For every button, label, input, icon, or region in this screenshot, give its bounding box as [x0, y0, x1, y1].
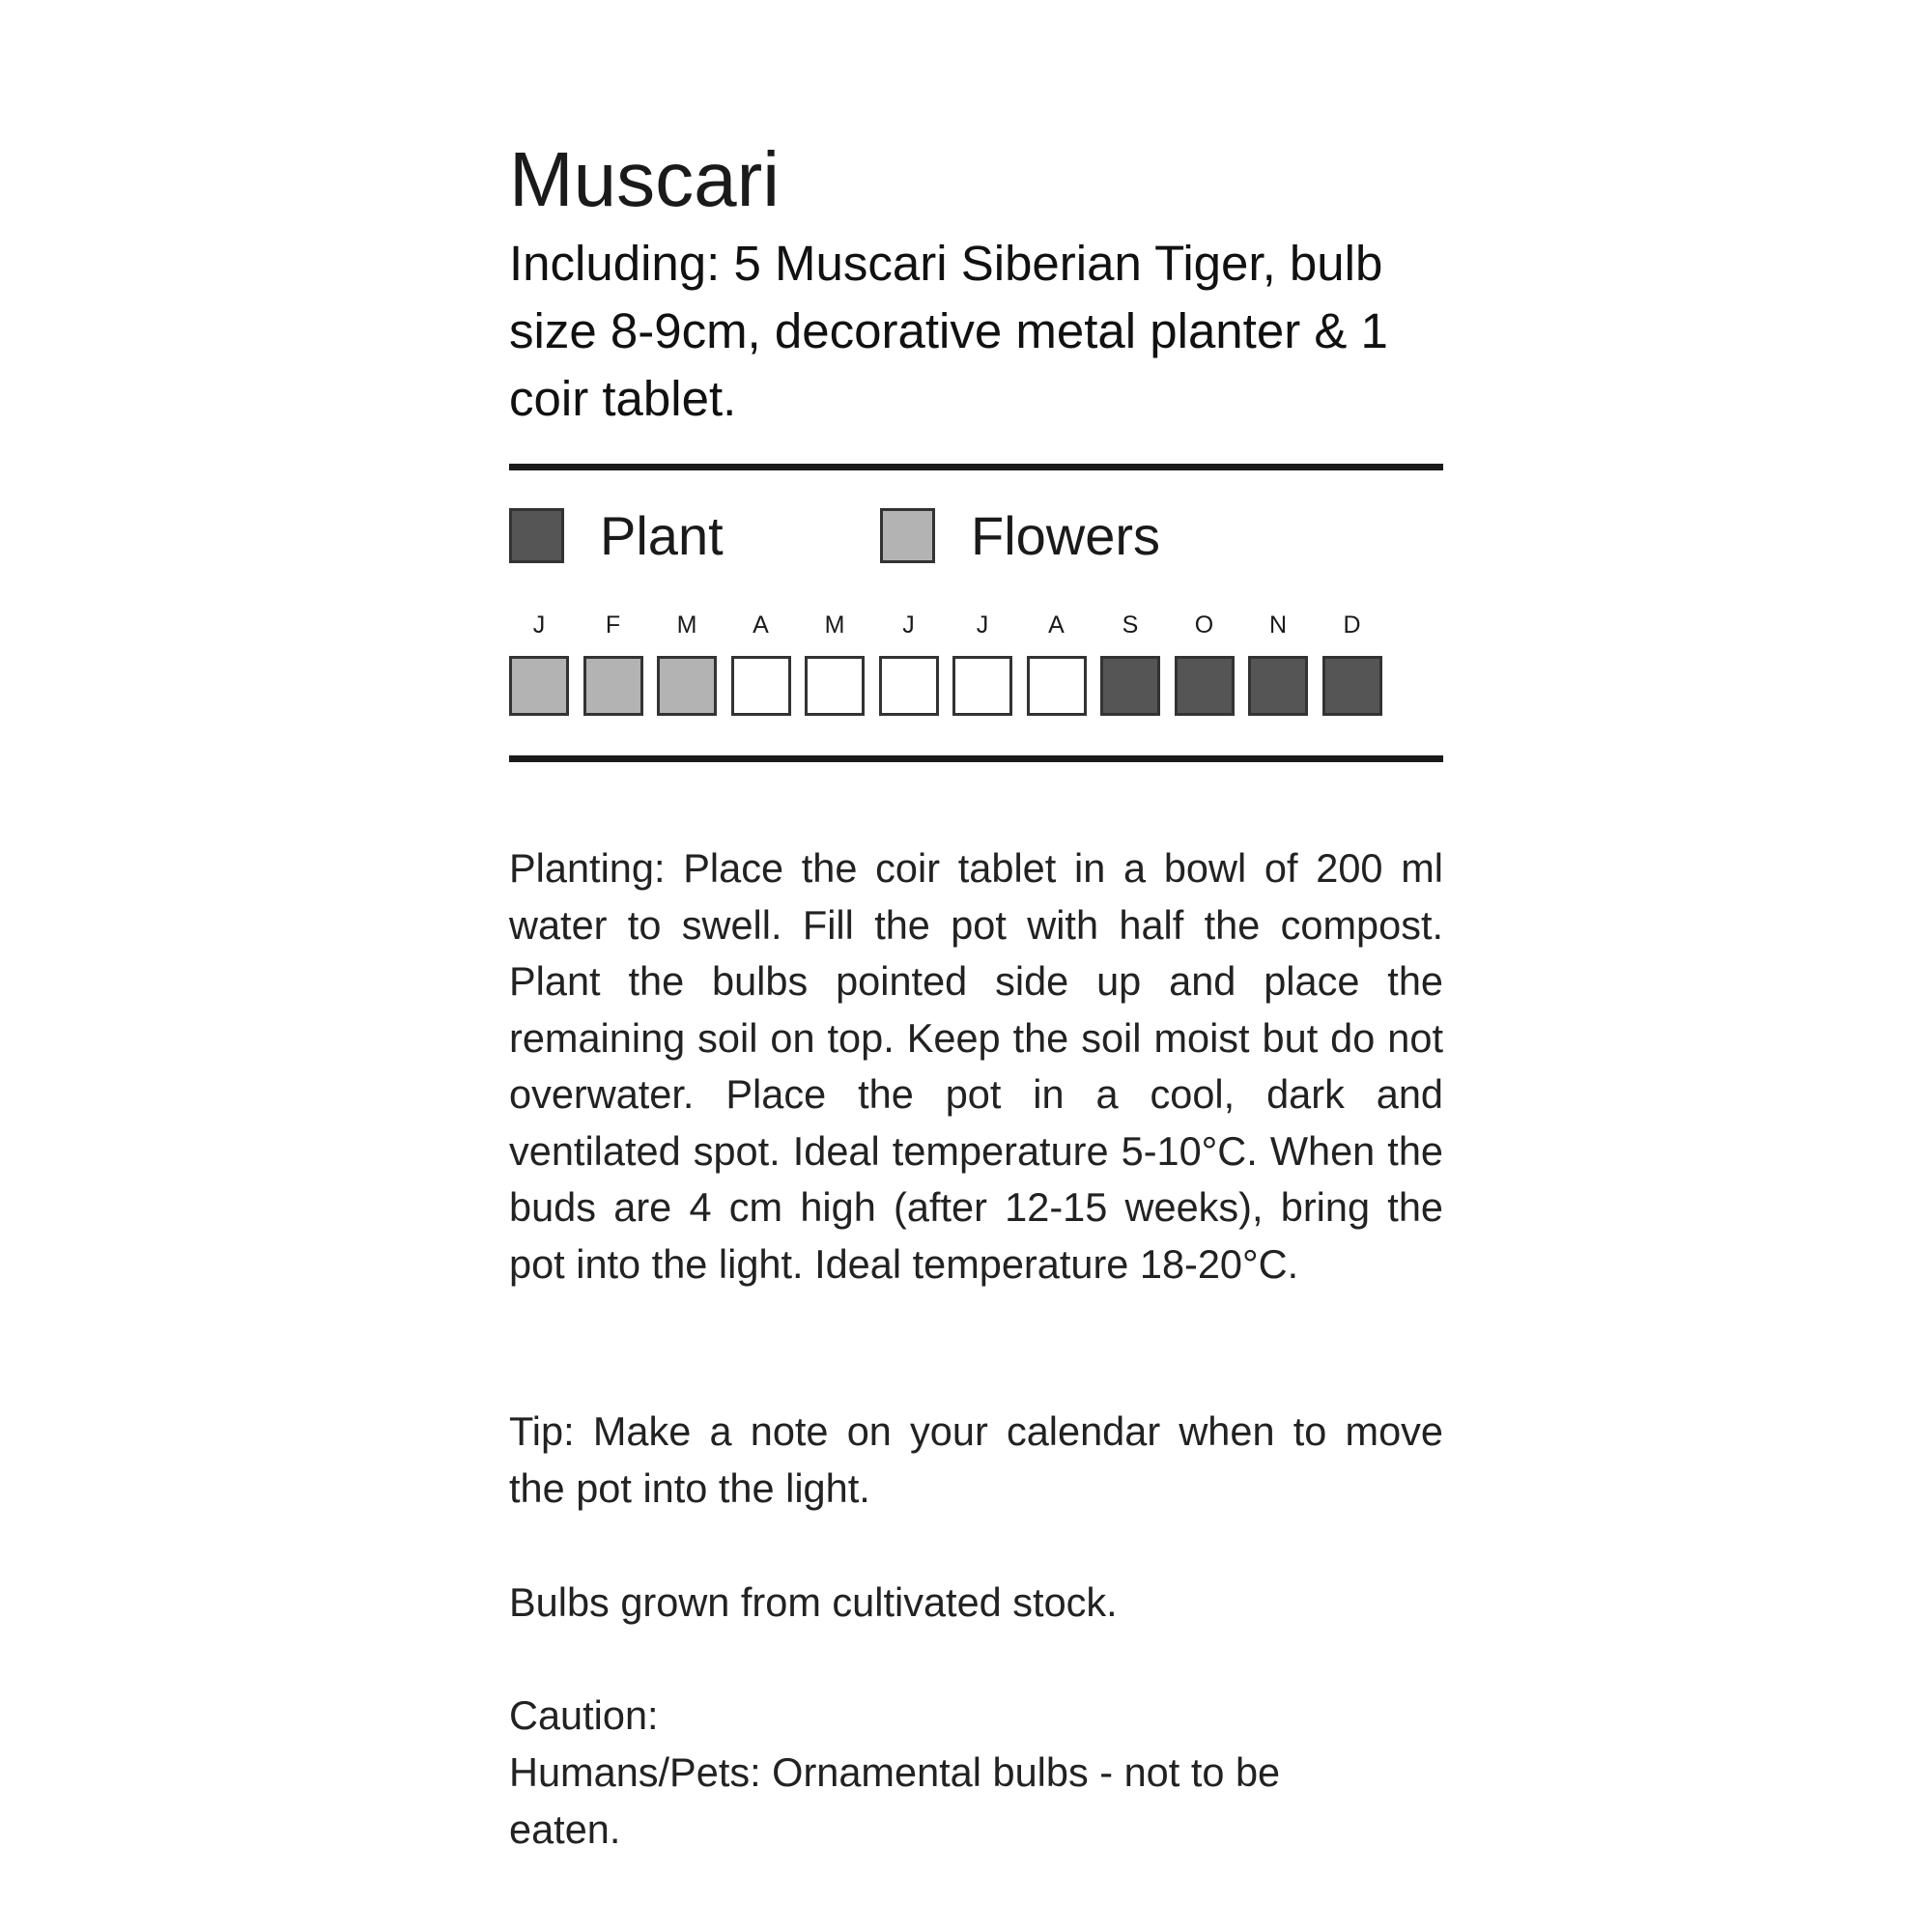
month-letter: M	[676, 611, 697, 639]
month-letter: J	[976, 611, 989, 639]
month-letter: A	[1048, 611, 1065, 639]
divider-bottom	[509, 755, 1443, 762]
month-box-plant	[1175, 656, 1235, 716]
product-card	[509, 0, 1443, 1932]
month-letter: J	[532, 611, 546, 639]
month-letter: N	[1268, 611, 1288, 639]
caution-heading: Caution:	[509, 1692, 659, 1738]
month-box-flowers	[583, 656, 643, 716]
month-letter: F	[605, 611, 621, 639]
caution-text: Humans/Pets: Ornamental bulbs - not to be eaten.	[509, 1749, 1281, 1852]
month-box-none	[731, 656, 791, 716]
tip-text: Tip: Make a note on your calendar when to move the pot into the light.	[509, 1408, 1443, 1511]
month-letter: O	[1194, 611, 1214, 639]
month-calendar	[509, 611, 1443, 717]
product-contents: Including: 5 Muscari Siberian Tiger, bulb size 8-9cm, decorative metal planter & 1 coir tablet.	[509, 236, 1388, 426]
month-cell	[509, 611, 569, 717]
legend-label-flowers: Flowers	[971, 505, 1161, 566]
month-box-none	[952, 656, 1012, 716]
month-box-plant	[1248, 656, 1308, 716]
month-letter: J	[902, 611, 915, 639]
legend-swatch-plant	[509, 508, 564, 563]
page-title: Muscari	[509, 136, 781, 222]
divider-top	[509, 464, 1443, 470]
month-box-plant	[1100, 656, 1160, 716]
month-box-plant	[1322, 656, 1382, 716]
legend-label-plant: Plant	[600, 505, 724, 566]
stock-note: Bulbs grown from cultivated stock.	[509, 1579, 1118, 1625]
month-cell	[805, 611, 865, 717]
month-cell	[952, 611, 1012, 717]
planting-instructions: Planting: Place the coir tablet in a bowl of 200 ml water to swell. Fill the pot with half the compost. Plant the bulbs pointed side up and place the remaining soil on top. Keep the soil moist but do not overwater. Place the pot in a cool, dark and ventilated spot. Ideal temperature 5-10°C. When the buds are 4 cm high (after 12-15 weeks), bring the pot into the light. Ideal temperature 18-20°C.	[509, 845, 1443, 1287]
month-cell	[879, 611, 939, 717]
month-letter: D	[1343, 611, 1361, 639]
month-letter: M	[824, 611, 845, 639]
month-cell	[1027, 611, 1087, 717]
legend-swatch-flowers	[880, 508, 935, 563]
month-letter: S	[1122, 611, 1139, 639]
month-cell	[1248, 611, 1308, 717]
month-cell	[657, 611, 717, 717]
month-box-none	[879, 656, 939, 716]
month-cell	[583, 611, 643, 717]
month-cell	[1322, 611, 1382, 717]
month-cell	[1175, 611, 1235, 717]
month-cell	[731, 611, 791, 717]
month-cell	[1100, 611, 1160, 717]
month-box-none	[1027, 656, 1087, 716]
month-box-flowers	[509, 656, 569, 716]
month-box-flowers	[657, 656, 717, 716]
month-letter: A	[753, 611, 769, 639]
month-box-none	[805, 656, 865, 716]
